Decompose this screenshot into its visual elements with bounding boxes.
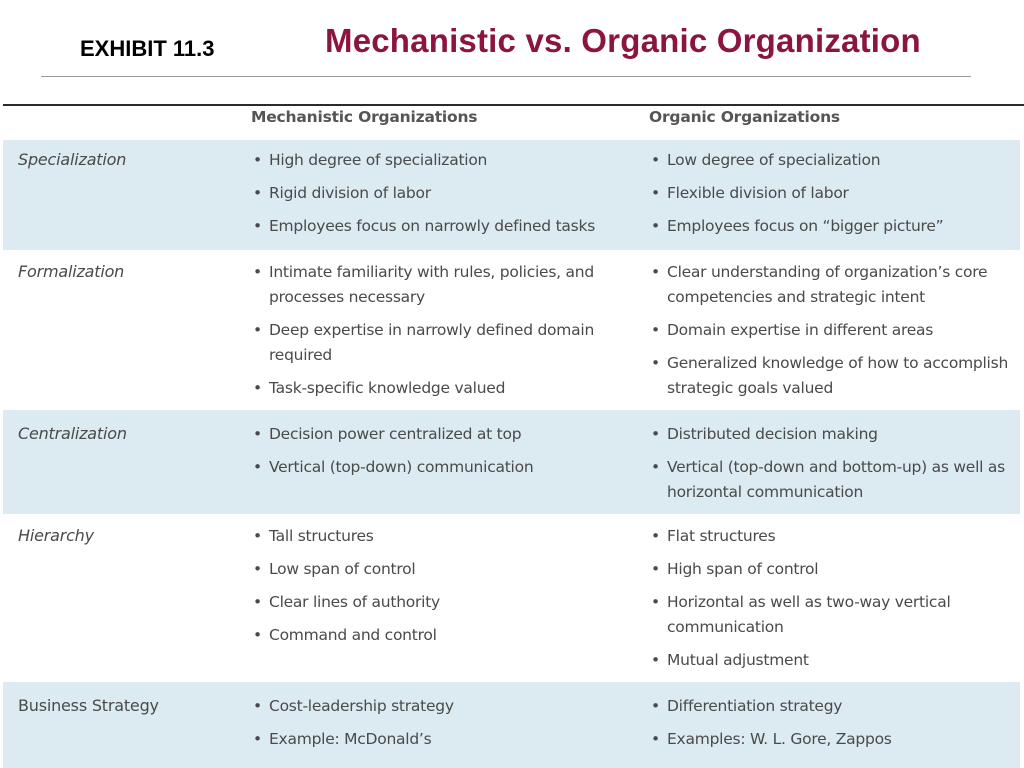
list-item: • Tall structures	[251, 524, 626, 549]
mechanistic-list	[251, 422, 626, 488]
row-label: Formalization	[18, 262, 125, 281]
title-divider	[41, 76, 971, 77]
mechanistic-list	[251, 524, 626, 656]
list-item: • Flexible division of labor	[649, 181, 1019, 206]
table-top-rule	[3, 104, 1024, 106]
row-label: Specialization	[18, 150, 127, 169]
list-item: • Domain expertise in different areas	[649, 318, 1019, 343]
list-item: • Rigid division of labor	[251, 181, 626, 206]
table-row-business-strategy	[3, 682, 1020, 768]
organic-list	[649, 148, 1019, 247]
table-row-specialization	[3, 140, 1020, 250]
organic-list	[649, 694, 1019, 760]
list-item: • Deep expertise in narrowly defined domain required	[251, 318, 626, 368]
list-item: • High degree of specialization	[251, 148, 626, 173]
list-item: • Employees focus on narrowly defined tasks	[251, 214, 626, 239]
mechanistic-list	[251, 694, 626, 760]
list-item: • Differentiation strategy	[649, 694, 1019, 719]
table-row-hierarchy	[3, 514, 1020, 682]
mechanistic-list	[251, 148, 626, 247]
organic-list	[649, 260, 1019, 409]
organic-list	[649, 524, 1019, 681]
list-item: • Clear lines of authority	[251, 590, 626, 615]
list-item: • Task-specific knowledge valued	[251, 376, 626, 401]
row-label: Hierarchy	[18, 526, 94, 545]
list-item: • Flat structures	[649, 524, 1019, 549]
list-item: • Intimate familiarity with rules, policies, and processes necessary	[251, 260, 626, 310]
organic-list	[649, 422, 1019, 513]
table-row-formalization	[3, 250, 1020, 410]
list-item: • Example: McDonald’s	[251, 727, 626, 752]
exhibit-number: EXHIBIT 11.3	[80, 36, 215, 61]
slide-title: Mechanistic vs. Organic Organization	[325, 22, 921, 59]
list-item: • Vertical (top-down) communication	[251, 455, 626, 480]
list-item: • Low span of control	[251, 557, 626, 582]
list-item: • Distributed decision making	[649, 422, 1019, 447]
list-item: • Mutual adjustment	[649, 648, 1019, 673]
list-item: • Clear understanding of organization’s core competencies and strategic intent	[649, 260, 1019, 310]
row-label: Centralization	[18, 424, 127, 443]
list-item: • Cost-leadership strategy	[251, 694, 626, 719]
row-label: Business Strategy	[18, 696, 159, 715]
list-item: • Examples: W. L. Gore, Zappos	[649, 727, 1019, 752]
list-item: • Low degree of specialization	[649, 148, 1019, 173]
comparison-table	[3, 104, 1024, 768]
list-item: • Horizontal as well as two-way vertical communication	[649, 590, 1019, 640]
list-item: • Vertical (top-down and bottom-up) as well as horizontal communication	[649, 455, 1019, 505]
list-item: • Decision power centralized at top	[251, 422, 626, 447]
column-header-mechanistic: Mechanistic Organizations	[251, 108, 478, 126]
list-item: • High span of control	[649, 557, 1019, 582]
table-row-centralization	[3, 410, 1020, 514]
list-item: • Generalized knowledge of how to accomplish strategic goals valued	[649, 351, 1019, 401]
column-header-organic: Organic Organizations	[649, 108, 840, 126]
list-item: • Employees focus on “bigger picture”	[649, 214, 1019, 239]
list-item: • Command and control	[251, 623, 626, 648]
mechanistic-list	[251, 260, 626, 409]
